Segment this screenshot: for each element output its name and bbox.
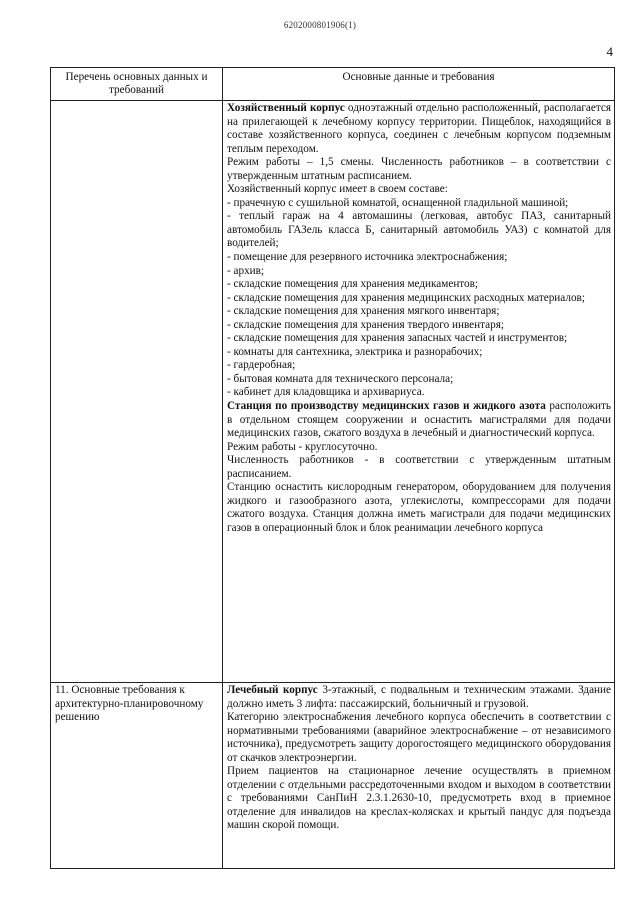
row-label: 11. Основные требования к архитектурно-планировочному решению — [51, 683, 223, 869]
paragraph — [227, 765, 611, 833]
paragraph — [227, 332, 611, 346]
paragraph — [227, 278, 611, 292]
section-heading: Хозяйственный корпус — [227, 102, 345, 114]
section-heading: Лечебный корпус — [227, 684, 318, 696]
paragraph-text: - прачечную с сушильной комнатой, оснащенной гладильной машиной; — [227, 196, 569, 209]
column-header-list: Перечень основных данных и требований — [51, 68, 223, 101]
paragraph-text: - помещение для резервного источника электроснабжения; — [227, 251, 508, 264]
paragraph-text: Категорию электроснабжения лечебного корпуса обеспечить в соответствии с нормативными требованиями (аварийное электроснабжение – от независимого источника), предусмотреть защиту дорогостоящего медицинского оборудования от скачков электроэнергии. — [227, 711, 611, 764]
section-heading: Станция по производству медицинских газов и жидкого азота — [227, 400, 546, 413]
paragraph — [227, 481, 611, 535]
requirements-table — [50, 67, 615, 869]
paragraph — [227, 386, 611, 400]
paragraph — [227, 292, 611, 306]
paragraph-text: - архив; — [227, 264, 265, 277]
paragraph-text: Хозяйственный корпус имеет в своем составе: — [227, 183, 448, 196]
paragraph-text: - складские помещения для хранения мягкого инвентаря; — [227, 305, 500, 318]
row-content — [223, 101, 615, 683]
paragraph — [227, 102, 611, 156]
paragraph — [227, 319, 611, 333]
paragraph — [227, 359, 611, 373]
paragraph-text: - кабинет для кладовщика и архивариуса. — [227, 386, 425, 399]
paragraph — [227, 373, 611, 387]
paragraph-text: 3-этажный, с подвальным и техническим этажами. Здание должно иметь 3 лифта: пассажирский, больничный и грузовой. — [227, 684, 611, 710]
paragraph — [227, 454, 611, 481]
paragraph-text: - бытовая комната для технического персонала; — [227, 372, 454, 385]
paragraph-text: - складские помещения для хранения запасных частей и инструментов; — [227, 332, 568, 345]
row-content — [223, 683, 615, 869]
row-label — [51, 101, 223, 683]
paragraph — [227, 197, 611, 211]
paragraph — [227, 251, 611, 265]
paragraph — [227, 684, 611, 711]
paragraph — [227, 265, 611, 279]
paragraph — [227, 400, 611, 441]
page-number: 4 — [606, 44, 613, 59]
paragraph-text: - гардеробная; — [227, 359, 296, 372]
paragraph — [227, 711, 611, 765]
paragraph — [227, 183, 611, 197]
paragraph-text: - комнаты для сантехника, электрика и разнорабочих; — [227, 345, 483, 358]
paragraph-text: одноэтажный отдельно расположенный, располагается на прилегающей к лечебному корпусу территории. Пищеблок, находящийся в составе хозяйственного корпуса, соединен с лечебным корпусом подземным теплым переходом. — [227, 102, 611, 155]
paragraph-text: Прием пациентов на стационарное лечение осуществлять в приемном отделении с отдельными рассредоточенными входом и выходом в соответствии с требованиями СанПиН 2.3.1.2630-10, предусмотреть вход в приемное отделение для инвалидов на креслах-колясках и крытый пандус для подъезда машин скорой помощи. — [227, 765, 611, 832]
paragraph-text: расположить в отдельном стоящем сооружении и оснастить магистралями для подачи медицинских газов, сжатого воздуха в лечебный и диагностический корпуса. — [227, 400, 611, 440]
paragraph-text: Станцию оснастить кислородным генератором, оборудованием для получения жидкого и газообразного азота, углекислоты, компрессорами для подачи сжатого воздуха. Станция должна иметь магистрали для подачи медицинских газов в операционный блок и блок реанимации лечебного корпуса — [227, 481, 611, 534]
paragraph-text: - складские помещения для хранения твердого инвентаря; — [227, 318, 504, 331]
paragraph-text: - теплый гараж на 4 автомашины (легковая, автобус ПАЗ, санитарный автомобиль ГАЗель класса Б, санитарный автомобиль УАЗ) с комнатой для водителей; — [227, 210, 611, 250]
paragraph-text: Режим работы – 1,5 смены. Численность работников – в соответствии с утвержденным штатным расписанием. — [227, 156, 611, 182]
paragraph — [227, 210, 611, 251]
paragraph-text: - складские помещения для хранения медицинских расходных материалов; — [227, 291, 585, 304]
paragraph-text: Численность работников - в соответствии с утвержденным штатным расписанием. — [227, 454, 611, 480]
document-code: 6202000801906(1) — [283, 20, 357, 30]
paragraph-text: Режим работы - круглосуточно. — [227, 440, 378, 453]
paragraph — [227, 305, 611, 319]
paragraph — [227, 441, 611, 455]
table-row — [51, 683, 615, 869]
column-header-data: Основные данные и требования — [223, 68, 615, 101]
paragraph — [227, 156, 611, 183]
paragraph — [227, 346, 611, 360]
table-header-row — [51, 68, 615, 101]
paragraph-text: - складские помещения для хранения медикаментов; — [227, 278, 479, 291]
table-row — [51, 101, 615, 683]
